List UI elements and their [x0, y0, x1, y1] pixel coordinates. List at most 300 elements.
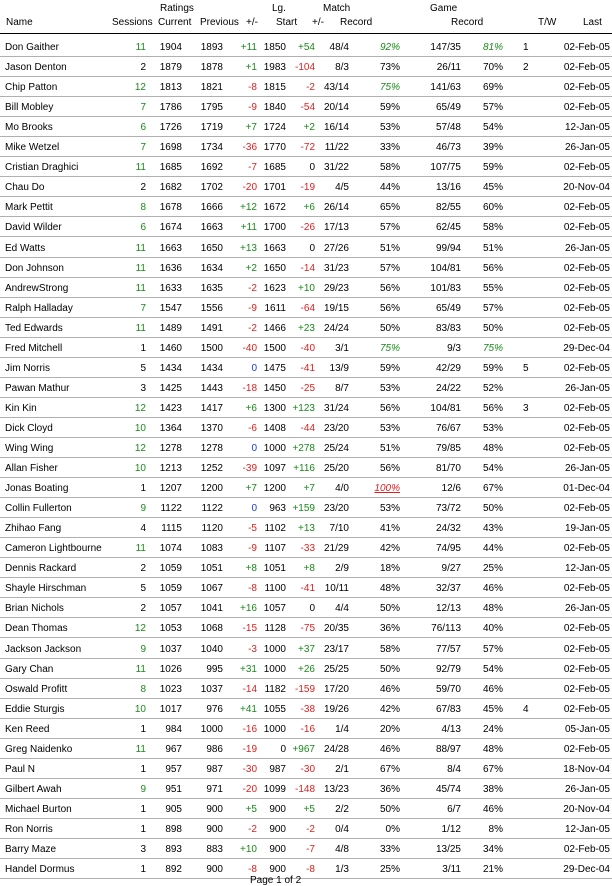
cell-previous: 1663	[200, 222, 223, 234]
cell-gpct: 54%	[482, 463, 503, 475]
cell-previous: 1051	[200, 563, 223, 575]
cell-gpct: 57%	[482, 302, 503, 314]
cell-start: 963	[269, 503, 286, 515]
cell-current: 1115	[161, 523, 182, 535]
cell-current: 1122	[160, 503, 182, 515]
table-row	[0, 819, 612, 839]
cell-change: -3	[248, 643, 257, 655]
cell-sessions: 11	[135, 663, 146, 675]
cell-previous: 900	[206, 823, 223, 835]
cell-current: 1057	[159, 603, 182, 615]
table-row	[0, 498, 612, 518]
cell-sessions: 1	[140, 803, 146, 815]
cell-last: 02-Feb-05	[563, 703, 610, 715]
table-row	[0, 298, 612, 318]
cell-lgchange: -104	[294, 62, 315, 74]
cell-match: 13/9	[329, 362, 349, 374]
cell-change: 0	[251, 443, 257, 454]
cell-match: 27/26	[323, 242, 349, 254]
cell-sessions: 1	[140, 823, 146, 835]
cell-gpct: 40%	[482, 623, 503, 635]
cell-current: 905	[165, 803, 182, 815]
cell-match: 21/29	[323, 543, 349, 555]
cell-mpct: 59%	[379, 102, 400, 114]
cell-last: 20-Nov-04	[563, 182, 610, 194]
cell-last: 02-Feb-05	[563, 422, 610, 434]
cell-sessions: 3	[140, 382, 146, 394]
cell-gpct: 8%	[488, 823, 503, 835]
cell-change: -36	[242, 142, 257, 154]
cell-gpct: 53%	[482, 422, 503, 434]
cell-sessions: 2	[140, 182, 146, 194]
cell-name: Jonas Boating	[5, 483, 69, 495]
cell-last: 02-Feb-05	[563, 743, 610, 755]
cell-current: 1425	[159, 382, 182, 394]
cell-game: 12/6	[441, 483, 461, 495]
cell-game: 107/75	[430, 162, 461, 174]
cell-change: +41	[240, 703, 257, 715]
cell-mpct: 51%	[379, 242, 400, 254]
cell-start: 900	[269, 844, 286, 855]
cell-current: 898	[165, 823, 182, 835]
cell-start: 1097	[263, 463, 286, 475]
cell-game: 24/22	[435, 382, 461, 394]
cell-sessions: 5	[140, 362, 146, 374]
cell-previous: 976	[206, 703, 223, 715]
cell-sessions: 3	[140, 844, 146, 855]
table-row	[0, 639, 612, 659]
cell-last: 12-Jan-05	[564, 122, 610, 134]
header-tw: T/W	[538, 17, 557, 28]
cell-lgchange: -16	[300, 723, 315, 735]
cell-gpct: 25%	[482, 563, 503, 575]
cell-current: 1207	[159, 483, 182, 495]
cell-change: -8	[248, 583, 257, 595]
cell-lgchange: -2	[306, 82, 315, 94]
cell-last: 26-Jan-05	[564, 142, 610, 154]
cell-mpct: 44%	[379, 182, 400, 194]
cell-change: +12	[240, 202, 257, 214]
cell-last: 02-Feb-05	[563, 623, 610, 635]
table-row	[0, 338, 612, 358]
cell-last: 26-Jan-05	[564, 463, 610, 475]
cell-gpct: 59%	[482, 162, 503, 174]
cell-start: 1685	[263, 162, 286, 174]
cell-current: 1813	[159, 82, 182, 94]
cell-match: 31/23	[323, 262, 349, 274]
cell-mpct: 58%	[379, 643, 400, 655]
cell-match: 23/17	[323, 643, 349, 655]
cell-match: 26/14	[323, 202, 349, 214]
cell-start: 1128	[264, 623, 286, 635]
table-row	[0, 217, 612, 237]
cell-previous: 1821	[200, 82, 223, 94]
table-row	[0, 739, 612, 759]
cell-match: 43/14	[323, 82, 349, 94]
cell-game: 77/57	[435, 643, 461, 655]
cell-name: Jim Norris	[5, 362, 50, 374]
cell-mpct: 75%	[379, 82, 400, 94]
cell-gpct: 34%	[482, 844, 503, 855]
cell-last: 19-Jan-05	[564, 523, 610, 535]
cell-match: 2/9	[335, 563, 349, 575]
cell-gpct: 46%	[482, 683, 503, 695]
cell-last: 02-Feb-05	[563, 663, 610, 675]
cell-gpct: 48%	[482, 743, 503, 755]
cell-previous: 1000	[200, 723, 223, 735]
cell-current: 984	[165, 723, 182, 735]
header-last: Last	[583, 17, 602, 28]
cell-game: 81/70	[435, 463, 461, 475]
cell-game: 9/27	[441, 563, 461, 575]
cell-match: 25/24	[323, 443, 349, 454]
cell-game: 92/79	[435, 663, 461, 675]
table-row	[0, 478, 612, 498]
cell-mpct: 100%	[374, 483, 400, 495]
cell-current: 1726	[159, 122, 182, 134]
cell-tw: 4	[523, 703, 529, 715]
cell-gpct: 57%	[482, 102, 503, 114]
cell-name: Michael Burton	[5, 803, 72, 815]
cell-gpct: 54%	[482, 122, 503, 134]
cell-last: 02-Feb-05	[563, 282, 610, 294]
cell-game: 76/67	[435, 422, 461, 434]
cell-game: 26/11	[436, 62, 461, 74]
cell-mpct: 73%	[379, 62, 400, 74]
cell-change: +11	[240, 42, 257, 53]
cell-game: 99/94	[435, 242, 461, 254]
cell-last: 12-Jan-05	[564, 823, 610, 835]
cell-name: Dick Cloyd	[5, 422, 53, 434]
cell-start: 1000	[263, 663, 286, 675]
cell-previous: 1650	[200, 242, 223, 254]
table-row	[0, 57, 612, 77]
cell-sessions: 2	[140, 603, 146, 615]
table-row	[0, 699, 612, 719]
cell-change: -9	[248, 302, 257, 314]
table-row	[0, 799, 612, 819]
cell-current: 1017	[159, 703, 182, 715]
cell-current: 1698	[159, 142, 182, 154]
cell-lgchange: +5	[303, 803, 315, 815]
cell-match: 0/4	[335, 823, 349, 835]
cell-name: Oswald Profitt	[5, 683, 68, 695]
cell-current: 1278	[159, 443, 182, 454]
cell-gpct: 50%	[482, 322, 503, 334]
cell-gpct: 39%	[482, 142, 503, 154]
cell-mpct: 53%	[379, 122, 400, 134]
table-row	[0, 438, 612, 458]
cell-change: +11	[240, 222, 257, 234]
cell-previous: 1556	[200, 302, 223, 314]
cell-name: Jackson Jackson	[5, 643, 82, 655]
cell-name: Collin Fullerton	[5, 503, 72, 515]
cell-game: 24/32	[435, 523, 461, 535]
cell-lgchange: -75	[300, 623, 315, 635]
cell-game: 67/83	[435, 703, 461, 715]
cell-start: 1770	[263, 142, 286, 154]
cell-game: 4/13	[441, 723, 461, 735]
cell-lgchange: +37	[298, 643, 315, 655]
cell-mpct: 50%	[379, 603, 400, 615]
cell-name: Ed Watts	[5, 242, 46, 254]
cell-name: Chip Patton	[5, 82, 58, 94]
cell-current: 1059	[159, 583, 182, 595]
cell-change: -8	[248, 82, 257, 94]
cell-current: 967	[165, 743, 182, 755]
cell-change: +1	[245, 62, 257, 74]
cell-start: 1701	[263, 182, 286, 194]
cell-name: Gilbert Awah	[5, 783, 62, 795]
cell-lgchange: -38	[300, 703, 315, 715]
cell-name: David Wilder	[5, 222, 62, 234]
cell-mpct: 57%	[379, 222, 400, 234]
cell-name: Bill Mobley	[5, 102, 54, 114]
cell-last: 02-Feb-05	[563, 443, 610, 454]
cell-sessions: 8	[140, 683, 146, 695]
cell-mpct: 36%	[379, 783, 400, 795]
cell-sessions: 12	[134, 623, 146, 635]
header-previous: Previous	[200, 17, 239, 28]
cell-previous: 1067	[200, 583, 223, 595]
cell-sessions: 7	[140, 302, 146, 314]
cell-mpct: 56%	[379, 282, 400, 294]
cell-current: 1364	[159, 422, 182, 434]
cell-change: -40	[242, 342, 257, 354]
table-row	[0, 538, 612, 558]
cell-change: +7	[245, 483, 257, 495]
cell-last: 26-Jan-05	[564, 242, 610, 254]
cell-gpct: 70%	[482, 62, 503, 74]
cell-previous: 1635	[200, 282, 223, 294]
cell-current: 1904	[159, 42, 182, 53]
cell-gpct: 44%	[482, 543, 503, 555]
cell-lgchange: -7	[306, 844, 315, 855]
cell-game: 83/83	[435, 322, 461, 334]
cell-sessions: 11	[135, 42, 146, 53]
cell-name: Mo Brooks	[5, 122, 53, 134]
cell-start: 1057	[263, 603, 286, 615]
cell-game: 12/13	[435, 603, 461, 615]
cell-last: 12-Jan-05	[564, 563, 610, 575]
cell-previous: 1068	[200, 623, 223, 635]
cell-lgchange: -26	[300, 222, 315, 234]
cell-start: 1107	[264, 543, 286, 555]
cell-change: -18	[242, 382, 257, 394]
cell-lgchange: +6	[303, 202, 315, 214]
cell-change: -2	[248, 282, 257, 294]
cell-gpct: 51%	[482, 242, 503, 254]
cell-mpct: 56%	[379, 402, 400, 414]
cell-start: 1000	[263, 723, 286, 735]
cell-previous: 1443	[200, 382, 223, 394]
cell-game: 1/12	[441, 823, 461, 835]
cell-previous: 1122	[201, 503, 223, 515]
cell-current: 1434	[159, 362, 182, 374]
cell-lgchange: +967	[292, 743, 315, 755]
cell-mpct: 53%	[379, 422, 400, 434]
cell-sessions: 6	[140, 122, 146, 134]
cell-mpct: 59%	[379, 362, 400, 374]
cell-current: 1489	[159, 322, 182, 334]
cell-gpct: 52%	[482, 382, 503, 394]
cell-match: 20/35	[323, 623, 349, 635]
cell-last: 02-Feb-05	[563, 222, 610, 234]
cell-current: 1037	[159, 643, 182, 655]
cell-mpct: 46%	[379, 683, 400, 695]
cell-match: 29/23	[323, 282, 349, 294]
cell-gpct: 67%	[482, 483, 503, 495]
cell-name: Allan Fisher	[5, 463, 58, 475]
cell-previous: 1120	[201, 523, 223, 535]
cell-game: 147/35	[430, 42, 461, 53]
cell-lgchange: +8	[303, 563, 315, 575]
cell-sessions: 11	[135, 162, 146, 174]
cell-last: 02-Feb-05	[563, 543, 610, 555]
cell-gpct: 24%	[482, 723, 503, 735]
cell-previous: 1434	[200, 362, 223, 374]
cell-match: 4/4	[335, 603, 349, 615]
header-name: Name	[6, 17, 33, 28]
cell-last: 02-Feb-05	[563, 42, 610, 53]
cell-mpct: 50%	[379, 663, 400, 675]
cell-sessions: 10	[134, 422, 146, 434]
cell-gpct: 58%	[482, 222, 503, 234]
cell-lgchange: -41	[300, 583, 315, 595]
cell-last: 26-Jan-05	[564, 783, 610, 795]
cell-last: 02-Feb-05	[563, 503, 610, 515]
cell-sessions: 1	[140, 763, 146, 775]
cell-last: 02-Feb-05	[563, 62, 610, 74]
cell-lgchange: 0	[309, 242, 315, 254]
cell-game: 45/74	[435, 783, 461, 795]
cell-gpct: 75%	[482, 342, 503, 354]
cell-name: Ken Reed	[5, 723, 50, 735]
cell-change: -2	[248, 823, 257, 835]
cell-match: 24/24	[323, 322, 349, 334]
table-row	[0, 598, 612, 618]
table-row	[0, 719, 612, 739]
cell-mpct: 92%	[379, 42, 400, 53]
cell-match: 3/1	[335, 342, 349, 354]
cell-start: 1100	[264, 583, 286, 595]
cell-sessions: 1	[140, 342, 146, 354]
cell-change: -9	[248, 543, 257, 555]
cell-sessions: 12	[134, 402, 146, 414]
cell-sessions: 5	[140, 583, 146, 595]
cell-sessions: 4	[140, 523, 146, 535]
cell-start: 1055	[263, 703, 286, 715]
cell-match: 10/11	[324, 583, 349, 595]
cell-name: Fred Mitchell	[5, 342, 63, 354]
cell-name: Dennis Rackard	[5, 563, 77, 575]
cell-previous: 883	[206, 844, 223, 855]
page-footer: Page 1 of 2	[250, 875, 302, 886]
cell-match: 17/20	[323, 683, 349, 695]
cell-game: 65/49	[435, 102, 461, 114]
cell-gpct: 57%	[482, 643, 503, 655]
cell-start: 1700	[263, 222, 286, 234]
cell-previous: 971	[206, 783, 223, 795]
cell-change: +31	[240, 663, 257, 675]
cell-lgchange: -25	[300, 382, 315, 394]
cell-lgchange: -30	[300, 763, 315, 775]
cell-match: 7/10	[329, 523, 349, 535]
cell-name: Wing Wing	[5, 443, 54, 454]
cell-previous: 1370	[200, 422, 223, 434]
cell-previous: 1719	[200, 122, 223, 134]
cell-last: 02-Feb-05	[563, 322, 610, 334]
cell-change: 0	[251, 362, 257, 374]
cell-current: 1547	[159, 302, 182, 314]
cell-match: 25/20	[323, 463, 349, 475]
cell-mpct: 75%	[379, 342, 400, 354]
header-group-game: Game	[430, 3, 458, 14]
cell-tw: 5	[523, 362, 529, 374]
cell-start: 1466	[263, 322, 286, 334]
cell-gpct: 59%	[482, 362, 503, 374]
cell-game: 104/81	[430, 402, 461, 414]
cell-gpct: 56%	[482, 402, 503, 414]
cell-sessions: 11	[135, 543, 146, 555]
cell-game: 59/70	[435, 683, 461, 695]
cell-lgchange: +23	[298, 322, 315, 334]
table-row	[0, 759, 612, 779]
cell-start: 900	[269, 803, 286, 815]
cell-gpct: 50%	[482, 503, 503, 515]
cell-name: Gary Chan	[5, 663, 54, 675]
table-row	[0, 458, 612, 478]
cell-match: 23/20	[323, 422, 349, 434]
cell-gpct: 45%	[482, 703, 503, 715]
cell-match: 2/1	[335, 763, 349, 775]
header-change: +/-	[246, 17, 258, 28]
cell-sessions: 11	[135, 282, 146, 294]
cell-current: 1786	[159, 102, 182, 114]
table-row	[0, 137, 612, 157]
table-row	[0, 238, 612, 258]
cell-last: 02-Feb-05	[563, 82, 610, 94]
cell-gpct: 48%	[482, 443, 503, 454]
cell-name: AndrewStrong	[5, 282, 69, 294]
cell-gpct: 55%	[482, 282, 503, 294]
cell-name: Zhihao Fang	[5, 523, 62, 535]
cell-current: 1023	[159, 683, 182, 695]
cell-gpct: 54%	[482, 663, 503, 675]
cell-change: -19	[242, 743, 257, 755]
cell-previous: 1200	[200, 483, 223, 495]
cell-previous: 1041	[200, 603, 223, 615]
cell-match: 8/3	[335, 62, 349, 74]
cell-game: 79/85	[435, 443, 461, 454]
cell-start: 1500	[263, 342, 286, 354]
cell-start: 1650	[263, 262, 286, 274]
cell-lgchange: +2	[303, 122, 315, 134]
table-row	[0, 859, 612, 879]
cell-game: 3/11	[442, 864, 461, 876]
cell-start: 1724	[263, 122, 286, 134]
cell-name: Eddie Sturgis	[5, 703, 65, 715]
cell-lgchange: +278	[292, 443, 315, 454]
cell-game: 101/83	[430, 282, 461, 294]
cell-game: 74/95	[435, 543, 461, 555]
cell-lgchange: -72	[300, 142, 315, 154]
cell-mpct: 57%	[379, 262, 400, 274]
cell-sessions: 2	[140, 563, 146, 575]
table-row	[0, 418, 612, 438]
cell-mpct: 50%	[379, 322, 400, 334]
cell-start: 1450	[263, 382, 286, 394]
